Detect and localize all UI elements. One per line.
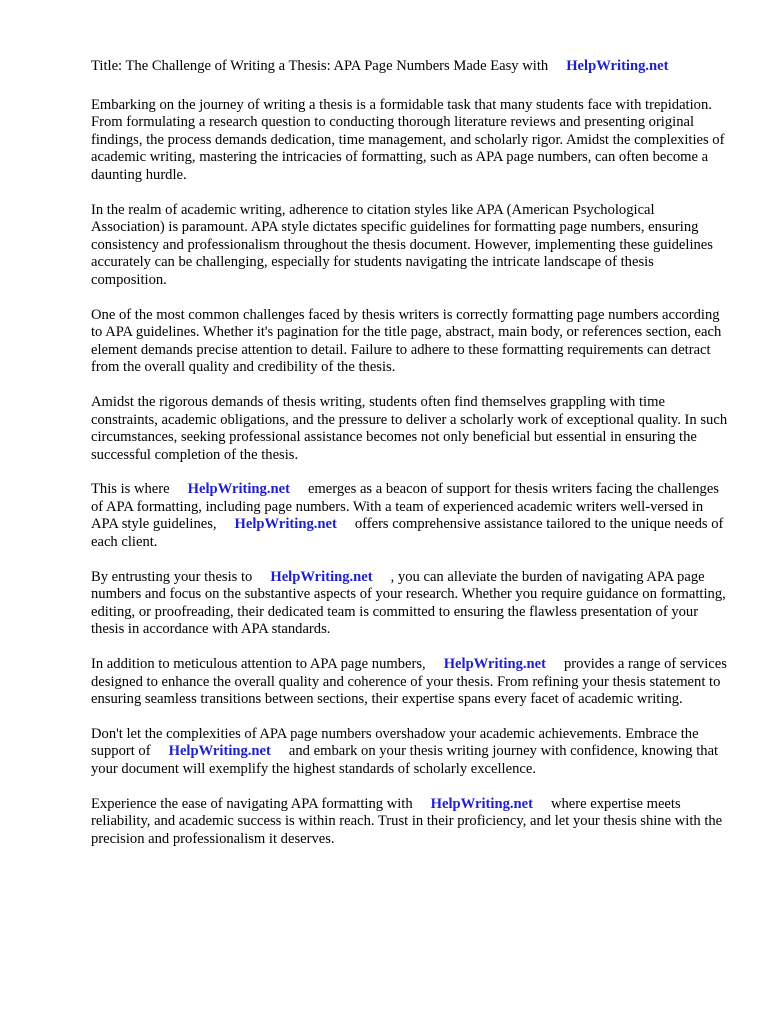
paragraph-5-helpwriting-link-1[interactable]: HelpWriting.net bbox=[187, 481, 290, 498]
paragraph-9-helpwriting-link[interactable]: HelpWriting.net bbox=[430, 795, 533, 812]
paragraph-6 bbox=[91, 569, 731, 639]
title-helpwriting-link[interactable]: HelpWriting.net bbox=[566, 58, 669, 74]
paragraph-8-text-b: and embark on your thesis writing journey with confidence, knowing that your document will exemplify the highest standards of scholarly excellence. bbox=[91, 743, 719, 777]
paragraph-8-helpwriting-link[interactable]: HelpWriting.net bbox=[168, 743, 271, 760]
paragraph-6-helpwriting-link[interactable]: HelpWriting.net bbox=[270, 568, 373, 585]
document-page bbox=[91, 58, 731, 865]
paragraph-7-text-a: In addition to meticulous attention to APA page numbers, bbox=[91, 656, 426, 673]
paragraph-5-helpwriting-link-2[interactable]: HelpWriting.net bbox=[234, 516, 337, 533]
paragraph-9-text-b: where expertise meets reliability, and academic success is within reach. Trust in their proficiency, and let your thesis shine with the precision and professionalism it deserves. bbox=[91, 795, 723, 847]
document-title bbox=[91, 58, 731, 76]
paragraph-8 bbox=[91, 726, 731, 779]
paragraph-8-text-a: Don't let the complexities of APA page numbers overshadow your academic achievements. Embrace the support of bbox=[91, 725, 699, 760]
paragraph-1: Embarking on the journey of writing a thesis is a formidable task that many students face with trepidation. From formulating a research question to conducting thorough literature reviews and presenting original findings, the process demands dedication, time management, and scholarly rigor. Amidst the complexities of academic writing, mastering the intricacies of formatting, such as APA page numbers, can often become a daunting hurdle. bbox=[91, 96, 725, 183]
title-text: Title: The Challenge of Writing a Thesis: APA Page Numbers Made Easy with bbox=[91, 58, 549, 74]
paragraph-7-helpwriting-link[interactable]: HelpWriting.net bbox=[443, 656, 546, 673]
paragraph-5 bbox=[91, 481, 731, 551]
paragraph-9 bbox=[91, 796, 731, 849]
paragraph-7 bbox=[91, 656, 731, 709]
paragraph-4: Amidst the rigorous demands of thesis writing, students often find themselves grappling with time constraints, academic obligations, and the pressure to deliver a scholarly work of exceptional quality. In such circumstances, seeking professional assistance becomes not only beneficial but essential in ensuring the successful completion of the thesis. bbox=[91, 393, 728, 463]
paragraph-3: One of the most common challenges faced by thesis writers is correctly formatting page numbers according to APA guidelines. Whether it's pagination for the title page, abstract, main body, or references section, each element demands precise attention to detail. Failure to adhere to these formatting requirements can detract from the overall quality and credibility of the thesis. bbox=[91, 306, 722, 376]
paragraph-7-text-b: provides a range of services designed to enhance the overall quality and coherence of your thesis. From refining your thesis statement to ensuring seamless transitions between sections, their expertise spans every facet of academic writing. bbox=[91, 656, 727, 708]
paragraph-5-text-c: offers comprehensive assistance tailored to the unique needs of each client. bbox=[91, 516, 724, 551]
paragraph-6-text-b: , you can alleviate the burden of navigating APA page numbers and focus on the substantive aspects of your research. Whether you require guidance on formatting, editing, or proofreading, their dedicated team is committed to ensuring the flawless presentation of your thesis in accordance with APA standards. bbox=[91, 568, 726, 638]
paragraph-5-text-b: emerges as a beacon of support for thesis writers facing the challenges of APA formatting, including page numbers. With a team of experienced academic writers well-versed in APA style guidelines, bbox=[91, 481, 719, 533]
paragraph-6-text-a: By entrusting your thesis to bbox=[91, 568, 253, 585]
paragraph-2: In the realm of academic writing, adherence to citation styles like APA (American Psychological Association) is paramount. APA style dictates specific guidelines for formatting page numbers, ensuring consistency and professionalism throughout the thesis document. However, implementing these guidelines accurately can be challenging, especially for students navigating the intricate landscape of thesis composition. bbox=[91, 201, 713, 288]
paragraph-5-text-a: This is where bbox=[91, 481, 170, 498]
paragraph-9-text-a: Experience the ease of navigating APA formatting with bbox=[91, 795, 413, 812]
